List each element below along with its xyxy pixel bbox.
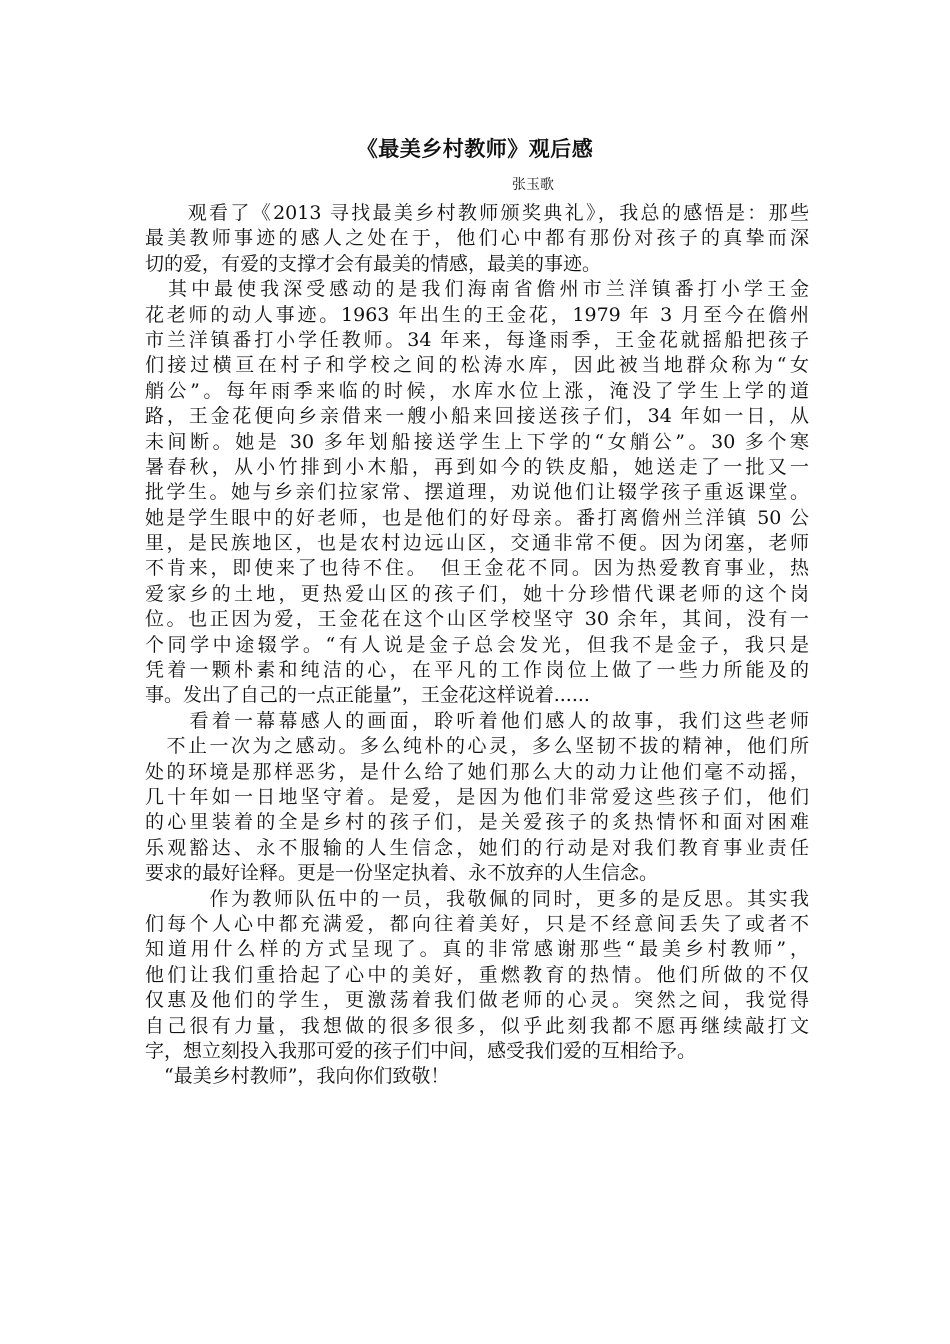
body-line: 自己很有力量，我想做的很多很多，似乎此刻我都不愿再继续敲打文 xyxy=(145,1014,809,1037)
body-line: 个同学中途辍学。“有人说是金子总会发光，但我不是金子，我只是 xyxy=(145,633,809,656)
body-line: 要求的最好诠释。更是一份坚定执着、永不放弃的人生信念。 xyxy=(145,862,659,885)
body-line: 暑春秋，从小竹排到小木船，再到如今的铁皮船，她送走了一批又一 xyxy=(145,455,809,478)
body-line: 字，想立刻投入我那可爱的孩子们中间，感受我们爱的互相给予。 xyxy=(145,1039,697,1062)
body-line: 的心里装着的全是乡村的孩子们，是关爱孩子的炙热情怀和面对困难 xyxy=(145,811,809,834)
body-line: 位。也正因为爱，王金花在这个山区学校坚守 30 余年，其间，没有一 xyxy=(145,608,809,631)
document-body xyxy=(145,201,809,1090)
body-line: 几十年如一日地坚守着。是爱，是因为他们非常爱这些孩子们，他们 xyxy=(145,785,809,808)
body-line: 乐观豁达、永不服输的人生信念，她们的行动是对我们教育事业责任 xyxy=(145,836,809,859)
body-line: 爱家乡的土地，更热爱山区的孩子们，她十分珍惜代课老师的这个岗 xyxy=(145,582,809,605)
body-line: 观看了《2013 寻找最美乡村教师颁奖典礼》，我总的感悟是：那些 xyxy=(145,202,809,224)
body-line: 她是学生眼中的好老师，也是他们的好母亲。番打离儋州兰洋镇 50 公 xyxy=(145,506,809,529)
body-line: 市兰洋镇番打小学任教师。34 年来，每逢雨季，王金花就摇船把孩子 xyxy=(145,328,809,351)
body-line: 花老师的动人事迹。1963 年出生的王金花，1979 年 3 月至今在儋州 xyxy=(145,303,809,326)
body-line: 凭着一颗朴素和纯洁的心，在平凡的工作岗位上做了一些力所能及的 xyxy=(145,659,809,682)
body-line: 事。发出了自己的一点正能量”，王金花这样说着...... xyxy=(145,684,590,707)
body-line: 处的环境是那样恶劣，是什么给了她们那么大的动力让他们毫不动摇， xyxy=(145,760,809,783)
body-line: 看着一幕幕感人的画面，聆听着他们感人的故事，我们这些老师 xyxy=(145,709,809,732)
body-line: 们每个人心中都充满爱，都向往着美好，只是不经意间丢失了或者不 xyxy=(145,912,809,935)
body-line: 知道用什么样的方式呈现了。真的非常感谢那些“最美乡村教师”， xyxy=(145,938,809,961)
body-line: 作为教师队伍中的一员，我敬佩的同时，更多的是反思。其实我 xyxy=(145,887,809,910)
body-line: 他们让我们重拾起了心中的美好，重燃教育的热情。他们所做的不仅 xyxy=(145,963,809,986)
body-line: 们接过横亘在村子和学校之间的松涛水库，因此被当地群众称为“女 xyxy=(145,354,809,377)
body-line: 批学生。她与乡亲们拉家常、摆道理，劝说他们让辍学孩子重返课堂。 xyxy=(145,481,809,504)
body-line: 未间断。她是 30 多年划船接送学生上下学的“女艄公”。30 多个寒 xyxy=(145,430,809,453)
body-line: 仅惠及他们的学生，更激荡着我们做老师的心灵。突然之间，我觉得 xyxy=(145,989,809,1012)
body-line: 里，是民族地区，也是农村边远山区，交通非常不便。因为闭塞，老师 xyxy=(145,532,809,555)
body-line: 路，王金花便向乡亲借来一艘小船来回接送孩子们，34 年如一日，从 xyxy=(145,405,809,428)
body-line: 不肯来，即使来了也待不住。 但王金花不同。因为热爱教育事业，热 xyxy=(145,557,809,580)
body-line: 不止一次为之感动。多么纯朴的心灵，多么坚韧不拔的精神，他们所 xyxy=(145,735,809,758)
document-title: 《最美乡村教师》观后感 xyxy=(356,137,594,161)
body-line: 艄公”。每年雨季来临的时候，水库水位上涨，淹没了学生上学的道 xyxy=(145,379,809,402)
document-author: 张玉歌 xyxy=(512,177,554,193)
body-line: 其中最使我深受感动的是我们海南省儋州市兰洋镇番打小学王金 xyxy=(145,278,809,301)
body-line: 切的爱，有爱的支撑才会有最美的情感，最美的事迹。 xyxy=(145,252,602,275)
body-line: “最美乡村教师”，我向你们致敬！ xyxy=(145,1065,450,1088)
body-line: 最美教师事迹的感人之处在于，他们心中都有那份对孩子的真挚而深 xyxy=(145,227,809,250)
